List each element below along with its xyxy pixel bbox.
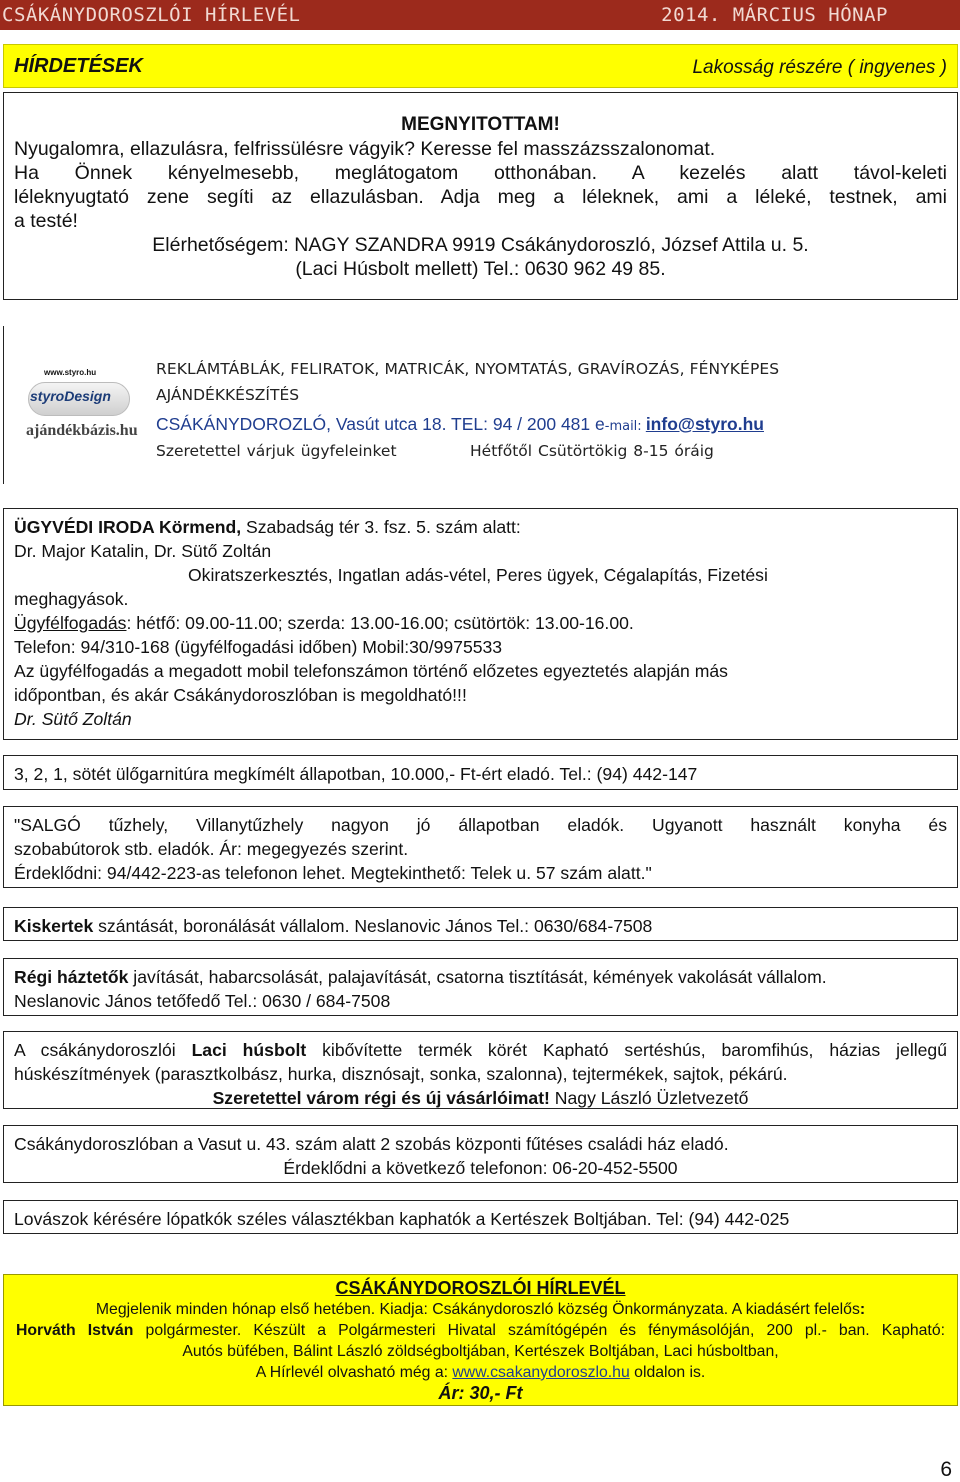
- logo-url: www.styro.hu: [44, 368, 97, 377]
- roof-ad: [3, 958, 958, 1016]
- garden-ad-text: szántását, boronálását vállalom. Neslanovic János Tel.: 0630/684-7508: [93, 916, 653, 936]
- styro-services-cont: AJÁNDÉKKÉSZÍTÉS: [156, 386, 300, 404]
- page-number: 6: [940, 1458, 952, 1481]
- massage-ad-line: Nyugalomra, ellazulásra, felfrissülésre vágyik? Keresse fel masszázsszalonomat.: [14, 138, 716, 160]
- footer-web-post: oldalon is.: [629, 1364, 706, 1381]
- law-office-note-cont: időpontban, és akár Csákánydoroszlóban is megoldható!!!: [14, 685, 467, 705]
- styro-ad: [3, 326, 958, 484]
- office-hours: : hétfő: 09.00-11.00; szerda: 13.00-16.00; csütörtök: 13.00-16.00.: [126, 613, 634, 633]
- styro-hours: Hétfőtől Csütörtökig 8-15 óráig: [470, 442, 714, 460]
- garden-ad-bold: Kiskertek: [14, 916, 94, 936]
- section-title: HÍRDETÉSEK: [14, 55, 143, 77]
- law-office-ad: [3, 508, 958, 740]
- massage-ad-line: Ha Önnek kényelmesebb, meglátogatom otthonában. A kezelés alatt távol-keleti: [14, 162, 947, 184]
- roof-ad-contact: Neslanovic János tetőfedő Tel.: 0630 / 684-7508: [14, 991, 391, 1011]
- styrodesign-logo: [22, 362, 138, 474]
- house-ad-phone: Érdeklődni a következő telefonon: 06-20-452-5500: [283, 1158, 678, 1178]
- styro-contact: [156, 414, 764, 435]
- law-office-name: ÜGYVÉDI IRODA Körmend,: [14, 517, 242, 537]
- massage-ad-title: MEGNYITOTTAM!: [401, 114, 560, 135]
- horseshoe-ad: [3, 1200, 958, 1234]
- stove-ad-line: "SALGÓ tűzhely, Villanytűzhely nagyon jó állapotban eladók. Ugyanott használt konyha és: [14, 815, 947, 835]
- footer-price: Ár: 30,- Ft: [438, 1383, 523, 1403]
- house-ad-text: Csákánydoroszlóban a Vasut u. 43. szám alatt 2 szobás központi fűtéses családi ház eladó.: [14, 1134, 729, 1154]
- butcher-ad: [3, 1031, 958, 1109]
- butcher-ad-name: Laci húsbolt: [191, 1040, 307, 1060]
- roof-ad-text: javítását, habarcsolását, palajavítását, csatorna tisztítását, kémények vakolását vállalom.: [128, 967, 827, 987]
- law-office-services: Okiratszerkesztés, Ingatlan adás-vétel, Peres ügyek, Cégalapítás, Fizetési: [188, 565, 768, 585]
- mail-label: -mail:: [604, 419, 646, 434]
- footer-publisher: [4, 1299, 957, 1320]
- law-office-lawyers: Dr. Major Katalin, Dr. Sütő Zoltán: [14, 541, 272, 561]
- header-title: CSÁKÁNYDOROSZLÓI HÍRLEVÉL: [2, 4, 301, 26]
- sofa-ad-text: 3, 2, 1, sötét ülőgarnitúra megkímélt állapotban, 10.000,- Ft-ért eladó. Tel.: (94) 442-147: [14, 764, 698, 784]
- massage-ad-contact: Elérhetőségem: NAGY SZANDRA 9919 Csákánydoroszló, József Attila u. 5.: [152, 234, 809, 256]
- stove-ad-line: szobabútorok stb. eladók. Ár: megegyezés szerint.: [14, 839, 409, 859]
- law-office-phone: Telefon: 94/310-168 (ügyfélfogadási időben) Mobil:30/9975533: [14, 637, 503, 657]
- office-hours-label: Ügyfélfogadás: [14, 613, 127, 633]
- footer-publisher-colon: :: [859, 1301, 866, 1318]
- styro-email-link[interactable]: info@styro.hu: [645, 414, 764, 434]
- law-office-address: Szabadság tér 3. fsz. 5. szám alatt:: [241, 517, 521, 537]
- newsletter-footer: [3, 1274, 958, 1406]
- footer-publisher-text: Megjelenik minden hónap első hetében. Kiadja: Csákánydoroszló község Önkormányzata. A kiadásért felelős: [95, 1301, 860, 1318]
- section-banner: [3, 44, 958, 88]
- styro-welcome-text: Szeretettel várjuk ügyfeleinket: [156, 442, 397, 460]
- footer-title: CSÁKÁNYDOROSZLÓI HÍRLEVÉL: [335, 1278, 626, 1298]
- section-subtitle: Lakosság részére ( ingyenes ): [692, 57, 947, 78]
- footer-shops: Autós büfében, Bálint László zöldségboltjában, Kertészek Boltjában, Laci húsboltban,: [182, 1343, 779, 1360]
- horseshoe-ad-text: Lovászok kérésére lópatkók széles választékban kaphatók a Kertészek Boltjában. Tel: (94) 442-025: [14, 1209, 790, 1229]
- massage-ad-phone: (Laci Húsbolt mellett) Tel.: 0630 962 49 85.: [295, 258, 666, 280]
- butcher-ad-products: húskészítmények (parasztkolbász, hurka, disznósajt, sonka, szalonna), tejtermékek, sajtok, pékárú.: [14, 1064, 788, 1084]
- massage-ad: [3, 92, 958, 300]
- law-office-note: Az ügyfélfogadás a megadott mobil telefonszámon történő előzetes egyeztetés alapján más: [14, 661, 728, 681]
- newsletter-header: [0, 0, 960, 30]
- garden-ad: [3, 907, 958, 941]
- logo-brand: styroDesign: [30, 388, 111, 404]
- butcher-ad-welcome: Szeretettel várom régi és új vásárlóimat!: [212, 1088, 550, 1108]
- stove-ad: [3, 806, 958, 888]
- butcher-ad-post: kibővítette termék körét Kapható sertéshús, baromfihús, házias jellegű: [306, 1040, 947, 1060]
- styro-welcome: [156, 442, 714, 460]
- logo-site: ajándékbázis.hu: [26, 422, 138, 439]
- footer-print-info: polgármester. Készült a Polgármesteri Hivatal számítógépén és fénymásolóján, 200 pl.- ban. Kapható:: [133, 1322, 945, 1339]
- roof-ad-bold: Régi háztetők: [14, 967, 129, 987]
- massage-ad-line: a testé!: [14, 210, 78, 232]
- styro-services: REKLÁMTÁBLÁK, FELIRATOK, MATRICÁK, NYOMTATÁS, GRAVÍROZÁS, FÉNYKÉPES: [156, 360, 780, 378]
- house-ad: [3, 1125, 958, 1183]
- footer-mayor: Horváth István: [16, 1322, 134, 1339]
- butcher-ad-manager: Nagy László Üzletvezető: [549, 1088, 749, 1108]
- butcher-ad-pre: A csákánydoroszlói: [14, 1040, 192, 1060]
- massage-ad-line: léleknyugtató zene segíti az ellazulásban. Adja meg a léleknek, ami a léleké, testnek, ami: [14, 186, 947, 208]
- header-date: 2014. MÁRCIUS HÓNAP: [661, 4, 888, 26]
- footer-web-pre: A Hírlevél olvasható még a:: [255, 1364, 453, 1381]
- law-office-signature: Dr. Sütő Zoltán: [14, 709, 132, 729]
- stove-ad-line: Érdeklődni: 94/442-223-as telefonon lehet. Megtekinthető: Telek u. 57 szám alatt.": [14, 863, 652, 883]
- law-office-services-cont: meghagyások.: [14, 589, 129, 609]
- styro-address: CSÁKÁNYDOROZLÓ, Vasút utca 18. TEL: 94 / 200 481 e: [156, 414, 605, 434]
- footer-website-link[interactable]: www.csakanydoroszlo.hu: [452, 1364, 630, 1381]
- sofa-ad: [3, 755, 958, 790]
